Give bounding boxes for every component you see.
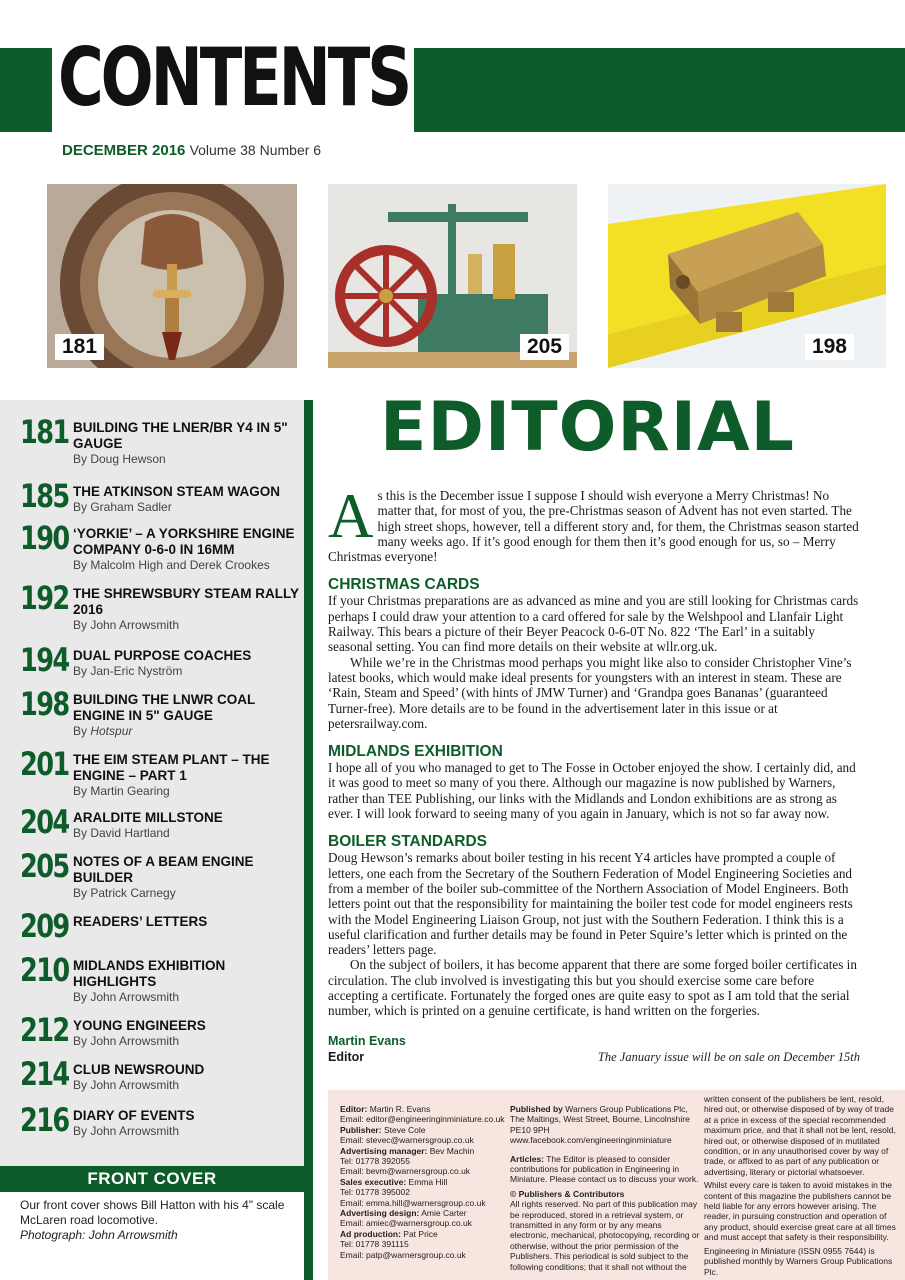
toc-page-number: 216 [20, 1101, 69, 1139]
credits-column-publisher [510, 1104, 702, 1272]
toc-author: By John Arrowsmith [73, 990, 180, 1004]
toc-title: BUILDING THE LNWR COAL ENGINE IN 5" GAUGE [73, 692, 255, 723]
toc-author: By Jan-Eric Nyström [73, 664, 183, 678]
toc-author: By Doug Hewson [73, 452, 166, 466]
toc-author: By John Arrowsmith [73, 1124, 180, 1138]
section-paragraph: If your Christmas preparations are as advanced as mine and you are still looking for Christmas cards perhaps I could draw your attention to a card offered for sale by the Welshpool and Llanfair Light Railway. This bears a picture of their Beyer Peacock 0-6-0T No. 822 ‘The Earl’ in a suitably seasonal setting. You can find more details on their website at wllr.org.uk. [328, 593, 859, 655]
front-cover-heading: FRONT COVER [0, 1166, 304, 1192]
published-by: Published by Warners Group Publications Plc, The Maltings, West Street, Bourne, Lincolnshire PE10 9PH [510, 1104, 690, 1135]
toc-title: DIARY OF EVENTS [73, 1108, 195, 1123]
toc-page-number: 205 [20, 847, 69, 885]
editorial-intro [328, 481, 860, 565]
toc-author: By Patrick Carnegy [73, 886, 176, 900]
next-issue-note: The January issue will be on sale on December 15th [597, 1049, 860, 1064]
credit-line: Email: editor@engineeringinminiature.co.uk [340, 1114, 505, 1125]
toc-page-number: 212 [20, 1011, 69, 1049]
header-bar-right [414, 48, 905, 132]
photo-page-badge: 198 [805, 334, 854, 360]
photo-bell[interactable] [47, 184, 297, 368]
toc-title: DUAL PURPOSE COACHES [73, 648, 252, 663]
legal-text: written consent of the publishers be lent, resold, hired out, or otherwise disposed of by way of trade at a price in excess of the special recommended maximum price, and that it shall not be lent, resold, hired out, or otherwise disposed of in mutilated condition, or in any unauthorised cover by way of trade, or affixed to as part of any publication or advertising, literary or pictorial whatsoever. [704, 1094, 896, 1177]
issue-line [62, 142, 321, 159]
toc-author [73, 724, 301, 739]
signature-name: Martin Evans [328, 1033, 406, 1048]
toc-author: By John Arrowsmith [73, 1078, 180, 1092]
section-paragraph: I hope all of you who managed to get to The Fosse in October enjoyed the show. I certainly did, and it was good to meet so many of you there. Although our magazine is now published by Warners, rather than TEE Publishing, our links with the Midlands and London exhibitions are as strong as ever. I will look forward to seeing many of you again in January, which is not so far away now. [328, 760, 856, 822]
toc-title: ARALDITE MILLSTONE [73, 810, 223, 825]
toc-title: THE ATKINSON STEAM WAGON [73, 484, 280, 499]
toc-author: By John Arrowsmith [73, 618, 180, 632]
toc-title: YOUNG ENGINEERS [73, 1018, 206, 1033]
section-heading: BOILER STANDARDS [328, 833, 488, 851]
front-cover-text: Our front cover shows Bill Hatton with his 4" scale McLaren road locomotive. [20, 1198, 285, 1227]
toc-page-number: 192 [20, 579, 69, 617]
photo-page-badge: 205 [520, 334, 569, 360]
toc-title: MIDLANDS EXHIBITION HIGHLIGHTS [73, 958, 226, 989]
credit-line: Advertising design: Amie Carter [340, 1208, 467, 1219]
front-cover-caption [20, 1198, 300, 1243]
front-cover-credit: Photograph: John Arrowsmith [20, 1228, 178, 1242]
toc-title: THE EIM STEAM PLANT – THE ENGINE – PART 1 [73, 752, 270, 783]
credit-line: Tel: 01778 395002 [340, 1187, 410, 1198]
toc-author: By Graham Sadler [73, 500, 172, 514]
credit-line: Editor: Martin R. Evans [340, 1104, 431, 1114]
toc-title: NOTES OF A BEAM ENGINE BUILDER [73, 854, 254, 885]
issue-volume: Volume 38 Number 6 [189, 142, 322, 158]
credit-line: Tel: 01778 391115 [340, 1239, 409, 1250]
credits-box [328, 1090, 905, 1280]
toc-page-number: 198 [20, 685, 69, 723]
header-bar-left [0, 48, 52, 132]
articles-note: Articles: The Editor is pleased to consider contributions for publication in Engineering in Miniature. Please contact us to discuss your work. [510, 1153, 699, 1185]
credit-line: Advertising manager: Bev Machin [340, 1145, 475, 1156]
toc-author: By John Arrowsmith [73, 1034, 180, 1048]
toc-author-name: Hotspur [90, 724, 133, 738]
credits-column-staff [340, 1104, 512, 1260]
toc-title: BUILDING THE LNER/BR Y4 IN 5" GAUGE [73, 420, 288, 451]
page-title: CONTENTS [58, 31, 410, 124]
photo-beam-engine[interactable] [328, 184, 577, 368]
photo-brass-part[interactable] [608, 184, 886, 368]
facebook-link[interactable]: www.facebook.com/engineeringinminiature [510, 1135, 672, 1146]
toc-page-number: 209 [20, 907, 69, 945]
drop-cap: A [328, 481, 374, 551]
credit-line: Email: bevm@warnersgroup.co.uk [340, 1166, 471, 1177]
toc-page-number: 190 [20, 519, 69, 557]
liability-text: Whilst every care is taken to avoid mistakes in the content of this magazine the publishers cannot be held liable for any errors however arising. The reader, in pursuing construction and operation of any product, should exercise great care at all times and must accept that safety is their responsibility. [704, 1180, 896, 1243]
copyright-text: All rights reserved. No part of this publication may be reproduced, stored in a retrieval system, or transmitted in any form or by any means electronic, mechanical, photocopying, recording or otherwise, without the prior permission of the Publishers. This periodical is sold subject to the following conditions; that it shall not without the [510, 1199, 700, 1272]
editorial-intro-text: s this is the December issue I suppose I should wish everyone a Merry Christmas! No matter that, for most of you, the pre-Christmas season of Advent has not even started. The high street shops, however, tell a different story and, for them, the Christmas season started many weeks ago. If it’s good enough for them then it’s good enough for us, so – Merry Christmas everyone! [328, 488, 859, 565]
issn-text: Engineering in Miniature (ISSN 0955 7644) is published monthly by Warners Group Publications Plc. [704, 1245, 893, 1277]
credit-line: Sales executive: Emma Hill [340, 1176, 448, 1187]
credit-line: Email: emma.hill@warnersgroup.co.uk [340, 1197, 486, 1208]
section-paragraph: While we’re in the Christmas mood perhaps you might like also to consider Christopher Vine’s latest books, which would make ideal presents for youngsters with an interest in steam. These are ‘Rain, Steam and Speed’ (with hints of JMW Turner) and ‘Grandpa goes Bananas’ (guaranteed Turner-free). More details are to be found in the advertisement later in this issue or at petersrailway.com. [328, 654, 852, 731]
issue-date: DECEMBER 2016 [62, 142, 186, 159]
credit-line: Email: amiec@warnersgroup.co.uk [340, 1218, 472, 1229]
toc-title: THE SHREWSBURY STEAM RALLY 2016 [73, 586, 299, 617]
toc-page-number: 185 [20, 477, 69, 515]
toc-page-number: 210 [20, 951, 69, 989]
editorial-body [328, 481, 860, 1065]
toc-author: By Malcolm High and Derek Crookes [73, 558, 270, 572]
credits-column-legal [704, 1094, 896, 1277]
toc-page-number: 181 [20, 413, 69, 451]
editorial-title: EDITORIAL [380, 388, 796, 467]
section-heading: CHRISTMAS CARDS [328, 576, 480, 594]
photo-page-badge: 181 [55, 334, 104, 360]
toc-title: ‘YORKIE’ – A YORKSHIRE ENGINE COMPANY 0-6-0 IN 16MM [73, 526, 295, 557]
copyright-heading: © Publishers & Contributors [510, 1188, 625, 1199]
toc-title: CLUB NEWSROUND [73, 1062, 205, 1077]
section-heading: MIDLANDS EXHIBITION [328, 743, 503, 761]
credit-line: Email: patp@warnersgroup.co.uk [340, 1249, 466, 1260]
section-paragraph: Doug Hewson’s remarks about boiler testing in his recent Y4 articles have prompted a couple of letters, one each from the Secretary of the Southern Federation of Model Engineering Societies and from a member of the boiler sub-committee of the Northern Association of Model Engineers. Both letters point out that the responsibility for maintaining the boiler test code for model engineers rests with the Model Engineering Liaison Group, not just with the Southern Federation. I think this is a useful clarification and further details may be found in Peter Squire’s letter which is printed on the readers’ letters page. [328, 850, 853, 958]
credit-line: Publisher: Steve Cole [340, 1124, 426, 1135]
toc-title: READERS’ LETTERS [73, 914, 208, 929]
toc-page-number: 204 [20, 803, 69, 841]
toc-author-prefix: By [73, 724, 91, 738]
toc-page-number: 194 [20, 641, 69, 679]
editorial-signature [328, 1033, 860, 1065]
toc-author: By David Hartland [73, 826, 170, 840]
toc-author: By Martin Gearing [73, 784, 170, 798]
toc-page-number: 201 [20, 745, 69, 783]
section-paragraph: On the subject of boilers, it has become apparent that there are some forged boiler certificates in circulation. The club involved is investigating this but you should exercise some care before accepting a certificate. Fortunately the forged ones are quite easy to spot as I am told that the serial number, which is printed on a genuine certificate, is hand written on the forgeries. [328, 957, 857, 1019]
credit-line: Ad production: Pat Price [340, 1228, 438, 1239]
credit-line: Tel: 01778 392055 [340, 1156, 410, 1167]
signature-role: Editor [328, 1049, 365, 1064]
toc-page-number: 214 [20, 1055, 69, 1093]
sidebar-divider [304, 400, 313, 1280]
credit-line: Email: stevec@warnersgroup.co.uk [340, 1135, 474, 1146]
